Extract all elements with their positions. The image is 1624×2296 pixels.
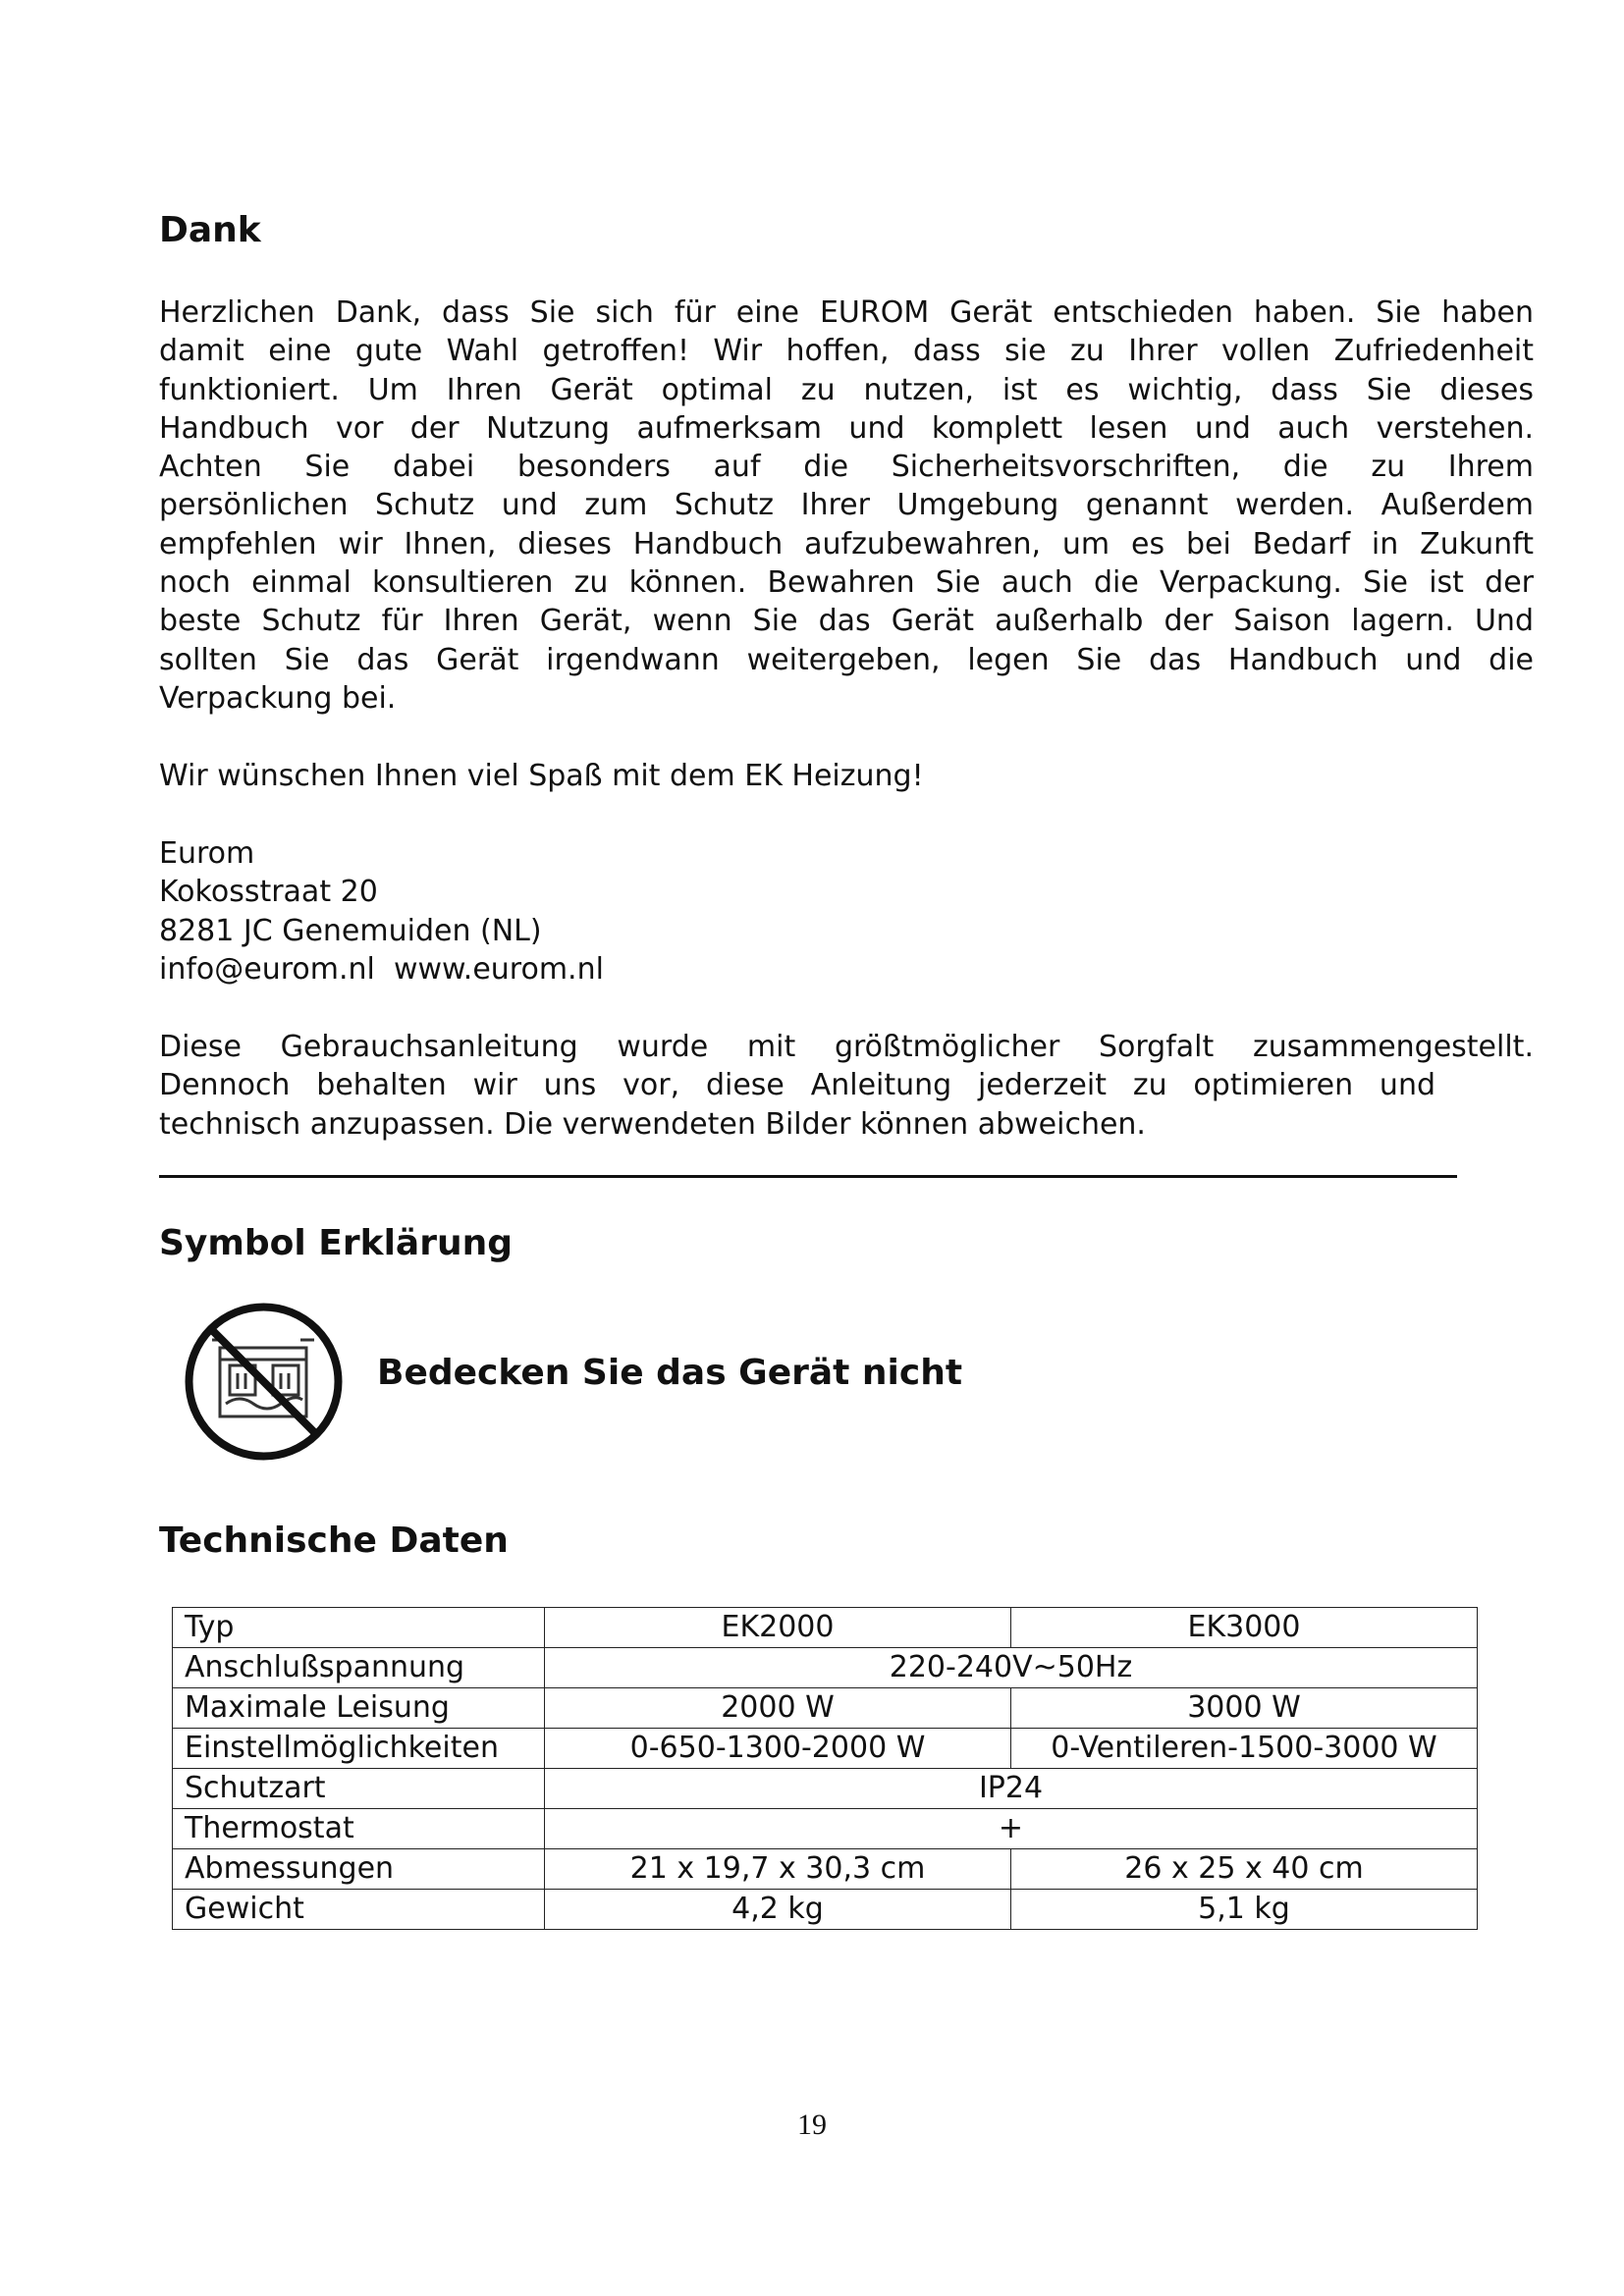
spec-label: Thermostat (173, 1809, 545, 1849)
table-row (173, 1849, 1478, 1890)
disclaimer-line: technisch anzupassen. Die verwendeten Bilder können abweichen. (159, 1106, 1146, 1142)
spec-value-ek2000: 0-650-1300-2000 W (545, 1729, 1011, 1769)
table-row (173, 1608, 1478, 1648)
table-row (173, 1769, 1478, 1809)
address-city: 8281 JC Genemuiden (NL) (159, 913, 542, 948)
spec-value-ek3000: EK3000 (1011, 1608, 1478, 1648)
spec-label: Einstellmöglichkeiten (173, 1729, 545, 1769)
intro-paragraph (159, 294, 1534, 718)
intro-line: beste Schutz für Ihren Gerät, wenn Sie das Gerät außerhalb der Saison lagern. Und (159, 604, 1534, 639)
intro-line: Handbuch vor der Nutzung aufmerksam und komplett lesen und auch verstehen. (159, 410, 1534, 446)
table-row (173, 1648, 1478, 1688)
table-row (173, 1809, 1478, 1849)
spec-value-ek3000: 5,1 kg (1011, 1890, 1478, 1930)
spec-value-shared: + (545, 1809, 1478, 1849)
spec-label: Maximale Leisung (173, 1688, 545, 1729)
page-number: 19 (797, 2109, 827, 2141)
address-street: Kokosstraat 20 (159, 875, 378, 910)
spec-label: Anschlußspannung (173, 1648, 545, 1688)
intro-line: Achten Sie dabei besonders auf die Sicherheitsvorschriften, die zu Ihrem (159, 450, 1534, 485)
specs-table (172, 1607, 1478, 1930)
spec-label: Abmessungen (173, 1849, 545, 1890)
spec-label: Gewicht (173, 1890, 545, 1930)
intro-line: empfehlen wir Ihnen, dieses Handbuch aufzubewahren, um es bei Bedarf in Zukunft (159, 526, 1534, 561)
intro-line: Herzlichen Dank, dass Sie sich für eine EUROM Gerät entschieden haben. Sie haben (159, 295, 1534, 330)
spec-value-ek2000: EK2000 (545, 1608, 1011, 1648)
spec-value-ek3000: 0-Ventileren-1500-3000 W (1011, 1729, 1478, 1769)
disclaimer-line: Diese Gebrauchsanleitung wurde mit größtmöglicher Sorgfalt zusammengestellt. (159, 1030, 1534, 1064)
spec-label: Typ (173, 1608, 545, 1648)
do-not-cover-icon (183, 1301, 345, 1463)
spec-value-ek2000: 4,2 kg (545, 1890, 1011, 1930)
table-row (173, 1729, 1478, 1769)
spec-value-ek2000: 21 x 19,7 x 30,3 cm (545, 1849, 1011, 1890)
heading-thanks: Dank (159, 210, 261, 250)
intro-line: sollten Sie das Gerät irgendwann weitergeben, legen Sie das Handbuch und die (159, 642, 1534, 677)
spec-value-ek2000: 2000 W (545, 1688, 1011, 1729)
symbol-label: Bedecken Sie das Gerät nicht (377, 1353, 963, 1393)
intro-line: noch einmal konsultieren zu können. Bewahren Sie auch die Verpackung. Sie ist der (159, 565, 1534, 601)
spec-value-shared: IP24 (545, 1769, 1478, 1809)
address-company: Eurom (159, 836, 255, 871)
heading-specs: Technische Daten (159, 1521, 509, 1561)
intro-line: damit eine gute Wahl getroffen! Wir hoffen, dass sie zu Ihrer vollen Zufriedenheit (159, 334, 1534, 369)
disclaimer-paragraph (159, 1028, 1534, 1144)
intro-line: persönlichen Schutz und zum Schutz Ihrer Umgebung genannt werden. Außerdem (159, 488, 1534, 523)
spec-label: Schutzart (173, 1769, 545, 1809)
heading-symbols: Symbol Erklärung (159, 1223, 513, 1263)
spec-value-shared: 220-240V~50Hz (545, 1648, 1478, 1688)
intro-line: funktioniert. Um Ihren Gerät optimal zu nutzen, ist es wichtig, dass Sie dieses (159, 372, 1534, 407)
table-row (173, 1688, 1478, 1729)
section-divider (159, 1175, 1457, 1178)
disclaimer-line: Dennoch behalten wir uns vor, diese Anleitung jederzeit zu optimieren und (159, 1068, 1435, 1103)
address-block (159, 834, 1534, 988)
intro-line: Verpackung bei. (159, 680, 397, 716)
spec-value-ek3000: 26 x 25 x 40 cm (1011, 1849, 1478, 1890)
address-contact: info@eurom.nl www.eurom.nl (159, 951, 604, 987)
spec-value-ek3000: 3000 W (1011, 1688, 1478, 1729)
wish-line: Wir wünschen Ihnen viel Spaß mit dem EK Heizung! (159, 759, 924, 793)
table-row (173, 1890, 1478, 1930)
